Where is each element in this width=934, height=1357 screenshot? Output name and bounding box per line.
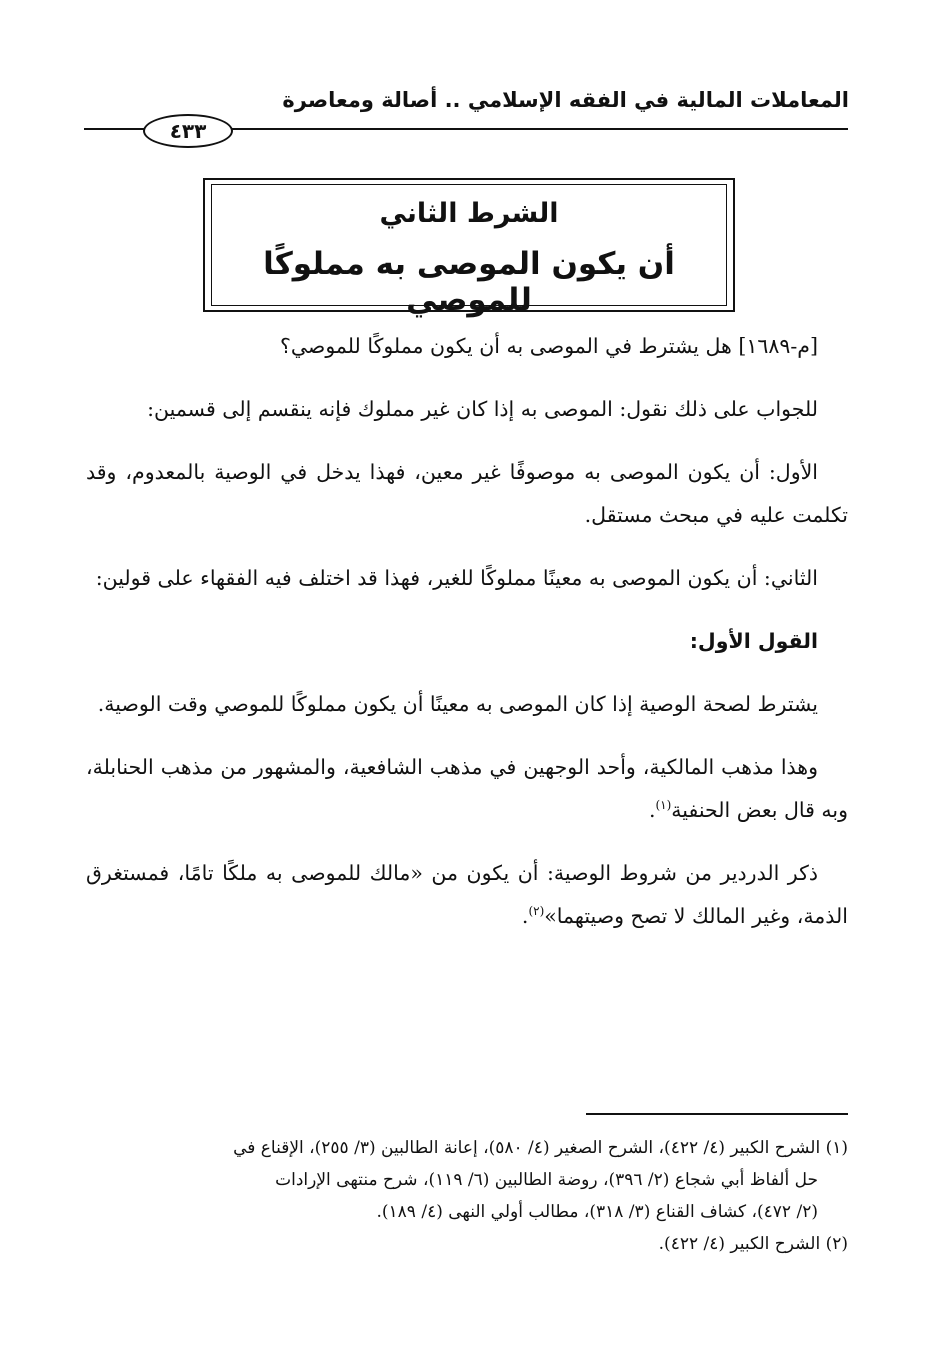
page-number: ٤٣٣ xyxy=(143,114,233,148)
footnote-ref-1: (١) xyxy=(655,798,672,813)
paragraph-first-type: الأول: أن يكون الموصى به موصوفًا غير معين، فهذا يدخل في الوصية بالمعدوم، وقد تكلمت عليه في مبحث مستقل. xyxy=(86,460,848,527)
footnote-ref-2: (٢) xyxy=(528,904,545,919)
main-text xyxy=(86,325,848,958)
section-title: الشرط الثاني xyxy=(379,198,559,229)
opinion-heading: القول الأول: xyxy=(689,629,818,653)
footnote-2: (٢) الشرح الكبير (٤/ ٤٢٢). xyxy=(658,1234,848,1254)
section-subtitle: أن يكون الموصى به مملوكًا للموصي xyxy=(263,246,675,318)
paragraph-schools-text: وهذا مذهب المالكية، وأحد الوجهين في مذهب الشافعية، والمشهور من مذهب الحنابلة، وبه قال بعض الحنفية xyxy=(86,755,848,822)
paragraph-second-type: الثاني: أن يكون الموصى به معينًا مملوكًا للغير، فهذا قد اختلف فيه الفقهاء على قولين: xyxy=(95,566,818,590)
footnote-1-line-2: حل ألفاظ أبي شجاع (٢/ ٣٩٦)، روضة الطالبين (٦/ ١١٩)، شرح منتهى الإرادات xyxy=(275,1170,818,1190)
paragraph-question: [م-١٦٨٩] هل يشترط في الموصى به أن يكون مملوكًا للموصي؟ xyxy=(279,334,818,358)
paragraph-schools-end: . xyxy=(648,798,656,822)
section-title-frame xyxy=(203,178,735,318)
footnote-separator xyxy=(586,1113,848,1115)
footnote-1-line-3: (٢/ ٤٧٢)، كشاف القناع (٣/ ٣١٨)، مطالب أولي النهى (٤/ ١٨٩). xyxy=(376,1202,818,1222)
paragraph-dardir xyxy=(86,852,848,938)
paragraph-answer: للجواب على ذلك نقول: الموصى به إذا كان غير مملوك فإنه ينقسم إلى قسمين: xyxy=(147,397,818,421)
footnotes xyxy=(84,1132,848,1260)
paragraph-dardir-end: . xyxy=(521,904,529,928)
footnote-1-line-1: (١) الشرح الكبير (٤/ ٤٢٢)، الشرح الصغير (٤/ ٥٨٠)، إعانة الطالبين (٣/ ٢٥٥)، الإقناع في xyxy=(233,1138,848,1158)
paragraph-condition: يشترط لصحة الوصية إذا كان الموصى به معينًا أن يكون مملوكًا للموصي وقت الوصية. xyxy=(97,692,818,716)
running-header: المعاملات المالية في الفقه الإسلامي .. أصالة ومعاصرة xyxy=(282,88,849,112)
paragraph-dardir-text: ذكر الدردير من شروط الوصية: أن يكون من «مالك للموصى به ملكًا تامًا، فمستغرق الذمة، وغير المالك لا تصح وصيتهما» xyxy=(86,861,848,928)
paragraph-schools xyxy=(86,746,848,832)
